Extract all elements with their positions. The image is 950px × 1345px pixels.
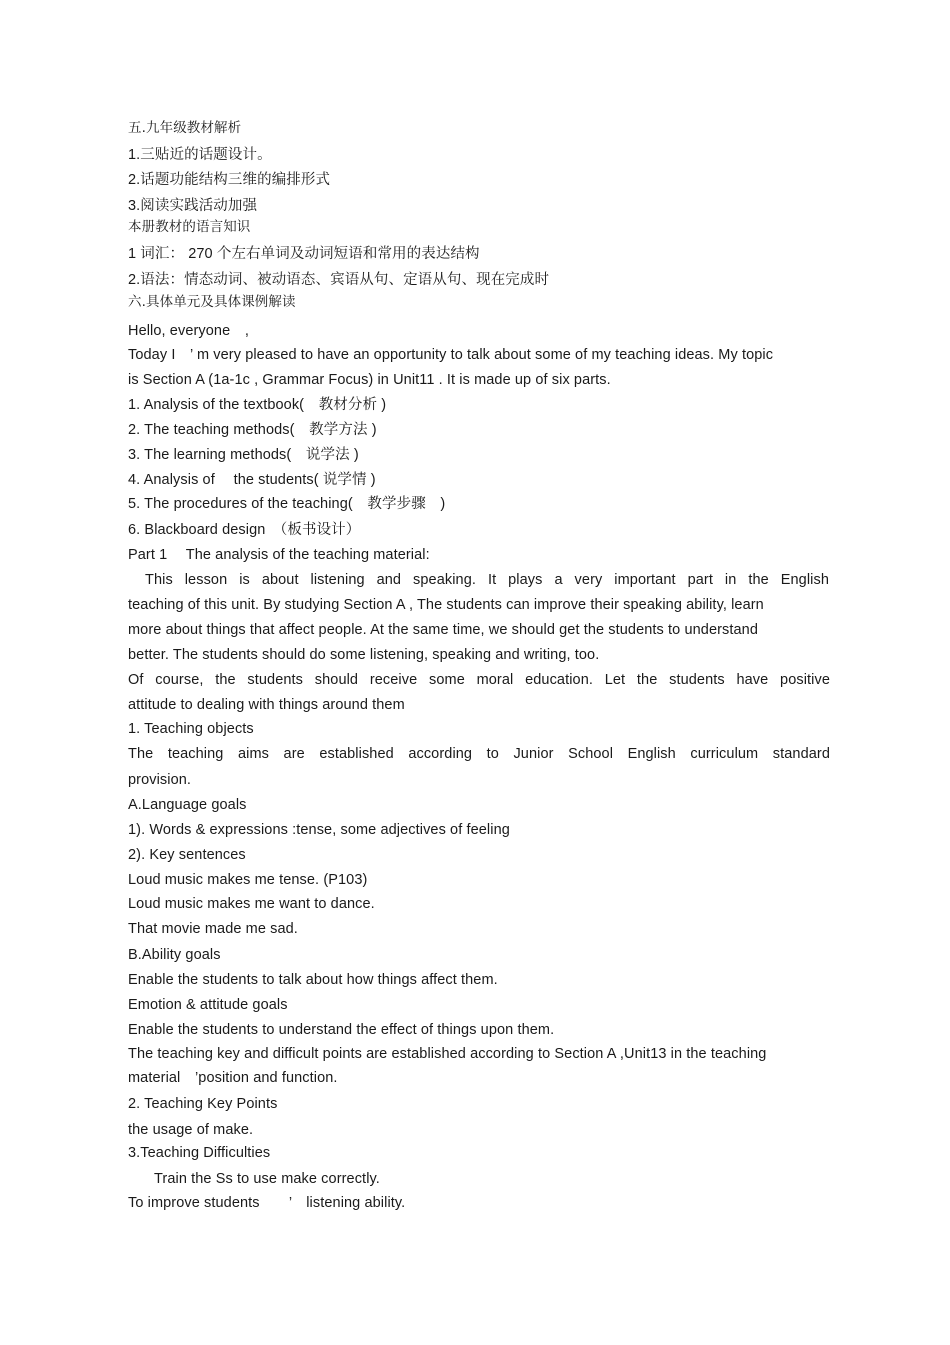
paragraph-line: The teaching key and difficult points are established according to Section A ,Unit13 in the teaching [128, 1046, 767, 1062]
text-line: 1 词汇： 270 个左右单词及动词短语和常用的表达结构 [128, 246, 480, 262]
paragraph-line: attitude to dealing with things around them [128, 697, 405, 713]
text-line: 本册教材的语言知识 [128, 219, 251, 235]
section-heading-5: 五.九年级教材解析 [128, 120, 242, 136]
text-line: 3.阅读实践活动加强 [128, 198, 258, 214]
list-item: 5. The procedures of the teaching( 教学步骤 ) [128, 496, 446, 512]
paragraph-line: The teaching aims are established according to Junior School English curriculum standard [128, 746, 830, 762]
subheading: Emotion & attitude goals [128, 997, 288, 1013]
text-line: Train the Ss to use make correctly. [154, 1171, 380, 1187]
text-line: Enable the students to talk about how things affect them. [128, 972, 498, 988]
section-heading-6: 六.具体单元及具体课例解读 [128, 294, 296, 310]
text-line: is Section A (1a-1c , Grammar Focus) in Unit11 . It is made up of six parts. [128, 372, 611, 388]
list-item: 6. Blackboard design （板书设计） [128, 522, 361, 538]
subheading: A.Language goals [128, 797, 247, 813]
list-item: 3. The learning methods( 说学法 ) [128, 447, 359, 463]
paragraph-line: more about things that affect people. At the same time, we should get the students to understand [128, 622, 759, 638]
example-sentence: That movie made me sad. [128, 921, 298, 937]
text-line: 2). Key sentences [128, 847, 246, 863]
list-item: 2. The teaching methods( 教学方法 ) [128, 422, 377, 438]
text-line: Enable the students to understand the effect of things upon them. [128, 1022, 555, 1038]
paragraph-line: This lesson is about listening and speaking. It plays a very important part in the English [145, 572, 829, 588]
subheading: 3.Teaching Difficulties [128, 1145, 271, 1161]
paragraph-line: provision. [128, 772, 192, 788]
example-sentence: Loud music makes me want to dance. [128, 896, 375, 912]
subheading: 2. Teaching Key Points [128, 1096, 278, 1112]
text-line: the usage of make. [128, 1122, 254, 1138]
example-sentence: Loud music makes me tense. (P103) [128, 872, 368, 888]
text-line: 2.语法：情态动词、被动语态、宾语从句、定语从句、现在完成时 [128, 272, 550, 288]
text-line: 2.话题功能结构三维的编排形式 [128, 172, 331, 188]
text-line: 1.三贴近的话题设计。 [128, 147, 272, 163]
paragraph-line: teaching of this unit. By studying Section A , The students can improve their speaking ability, learn [128, 597, 764, 613]
list-item: 1. Analysis of the textbook( 教材分析 ) [128, 397, 387, 413]
paragraph-line: Of course, the students should receive some moral education. Let the students have positive [128, 672, 830, 688]
text-line: 1). Words & expressions :tense, some adjectives of feeling [128, 822, 510, 838]
subheading: 1. Teaching objects [128, 721, 254, 737]
part-heading: Part 1 The analysis of the teaching material: [128, 547, 430, 563]
paragraph-line: better. The students should do some listening, speaking and writing, too. [128, 647, 600, 663]
list-item: 4. Analysis of the students( 说学情 ) [128, 472, 376, 488]
greeting-line: Hello, everyone , [128, 323, 249, 339]
text-line: To improve students ’ listening ability. [128, 1195, 406, 1211]
paragraph-line: material ’position and function. [128, 1070, 338, 1086]
text-line: Today I ’ m very pleased to have an opportunity to talk about some of my teaching ideas. My topic [128, 347, 774, 363]
subheading: B.Ability goals [128, 947, 221, 963]
